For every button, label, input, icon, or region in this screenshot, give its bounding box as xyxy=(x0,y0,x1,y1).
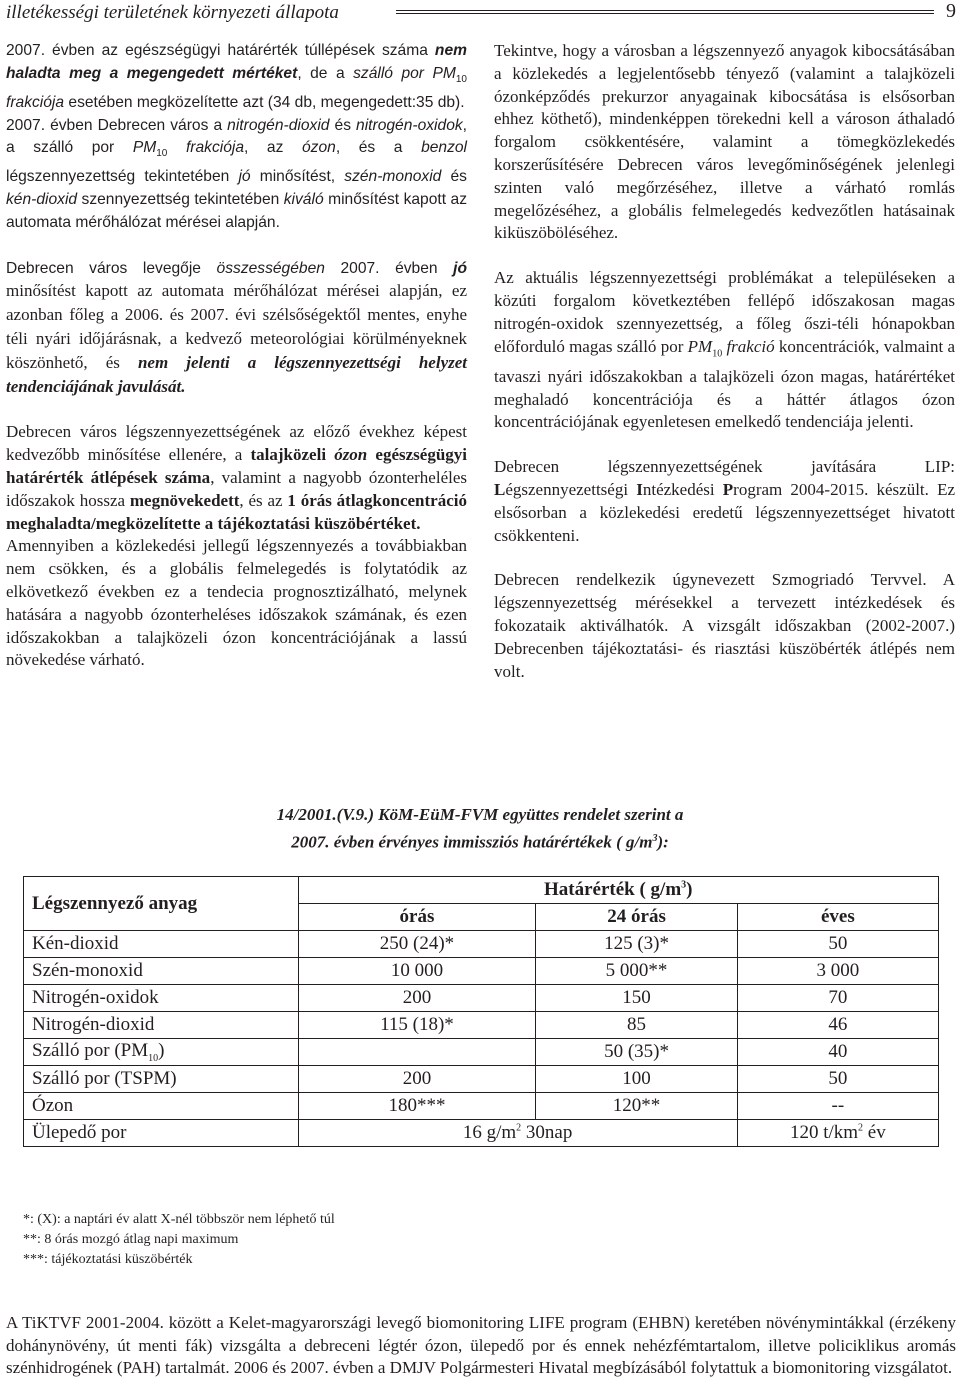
bottom-paragraph: A TiKTVF 2001-2004. között a Kelet-magyarországi levegő biomonitoring LIFE program (EHBN) keretében növénymintákkal (érzékeny dohánynövény, út menti fák) vizsgálta a debreceni légtér ózon, ülepedő por és ennek nehézfémtartalom, illetve policiklikus aromás szénhidrogének (PAH) tartalmát. 2006 és 2007. évben a DMJV Polgármesteri Hivatal megbízásából folytattuk a biomonitoring vizsgálatot. xyxy=(6,1313,956,1377)
left-column xyxy=(6,40,467,672)
left-paragraph-4: Debrecen város légszennyezettségének az előző évekhez képest kedvezőbb minősítése ellenére, a talajközeli ózon egészségügyi határérték átlépések száma, valamint a nagyobb ózonterheléles időszakok hossza megnövekedett, és az 1 órás átlagkoncentráció meghaladta/megközelítette a tájékoztatási küszöbértéket. xyxy=(6,422,467,533)
right-paragraph-3: Debrecen légszennyezettségének javítására LIP: Légszennyezettségi Intézkedési Program 2004-2015. készült. Ez elsősorban a közlekedési eredetű légszennyezettséget hivatott csökkenteni. xyxy=(494,457,956,545)
left-paragraph-5: Amennyiben a közlekedési jellegű légszennyezés a továbbiakban nem csökken, és a globális felmelegedés is folytatódik az elkövetkező években ez a tendecia prognosztizálható, melynek hatására a nagyobb ózonterheléses időszakok számának, és ezen időszakokban a talajközeli ózon koncentrációjának a lassú növekedése várható. xyxy=(6,536,467,670)
right-column xyxy=(494,40,955,683)
column-header-hourly: órás xyxy=(298,904,536,931)
footnote: **: 8 órás mozgó átlag napi maximum xyxy=(23,1232,239,1247)
limit-values-table xyxy=(23,876,939,1147)
table-row: Kén-dioxid 250 (24)* 125 (3)* 50 xyxy=(24,931,939,958)
column-header-yearly: éves xyxy=(737,904,938,931)
right-paragraph-2: Az aktuális légszennyezettségi problémákat a településeken a közúti forgalom következtében fellépő időszakosan magas nitrogén-oxidok szennyezettség, a főleg őszi-téli hónapokban előforduló magas szálló por $PM_{10}$ frakció koncentrációk, valmaint a tavaszi nyári időszakokban a talajközeli ózon magas, határértéket meghaladó koncentrációja és a háttér átlagos ózon koncentrációjának egyenletesen emelkedő tendenciája jelenti. xyxy=(494,268,956,432)
table-row: Ülepedő por 16 $g/m^2$ 30nap 120 $t/km^2$ év xyxy=(24,1120,939,1147)
limit-header: Határérték ( $g/m^3$) xyxy=(298,877,938,904)
column-header-daily: 24 órás xyxy=(536,904,737,931)
table-footnotes xyxy=(23,1210,335,1270)
table-row: Nitrogén-dioxid 115 (18)* 85 46 xyxy=(24,1012,939,1039)
footnote: ***: tájékoztatási küszöbérték xyxy=(23,1252,193,1267)
table-title: 14/2001.(V.9.) KöM-EüM-FVM együttes rendelet szerint a 2007. évben érvényes immissziós határértékek ( $g/m^3$): xyxy=(276,805,684,852)
footnote: *: (X): a naptári év alatt X-nél többször nem léphető túl xyxy=(23,1212,335,1227)
table-row: Szén-monoxid 10 000 5 000** 3 000 xyxy=(24,958,939,985)
table-row: Szálló por (TSPM) 200 100 50 xyxy=(24,1066,939,1093)
left-paragraph-1: 2007. évben az egészségügyi határérték túllépések száma nem haladta meg a megengedett mértéket, de a szálló por $PM_{10}$ frakciója esetében megközelítette azt (34 db, megengedett:35 db). xyxy=(6,42,467,111)
running-title: illetékességi területének környezeti állapota xyxy=(6,2,339,23)
page-header xyxy=(6,0,956,26)
pollutant-header: Légszennyező anyag xyxy=(24,877,299,931)
left-paragraph-3: Debrecen város levegője összességében 2007. évben jó minősítést kapott az automata mérőhálózat mérései alapján, ez azonban főleg a 2006. és 2007. évi szélsőségektől mentes, enyhe téli nyári időjárásnak, a kedvező meteorológiai körülményeknek köszönhető, és nem jelenti a légszennyezettségi helyzet tendenciájának javulását. xyxy=(6,259,468,396)
right-paragraph-4: Debrecen rendelkezik úgynevezett Szmogriadó Tervvel. A légszennyezettség mérésekkel a tervezett intézkedések és fokozataik aktiválhatók. A vizsgált időszakban (2002-2007.) Debrecenben tájékoztatási- és riasztási küszöbérték átlépés nem volt. xyxy=(494,570,955,681)
page-number: 9 xyxy=(946,0,956,22)
table-row: Szálló por $(PM_{10})$ 50 (35)* 40 xyxy=(24,1039,939,1066)
right-paragraph-1: Tekintve, hogy a városban a légszennyező anyagok kibocsátásában a közlekedés a legjelentősebb tényező (valamint a talajközeli ózonképződés prekurzor anyagainak kibocsátása is elsősorban ehhez köthető), mindenképpen törekedni kell a városon áthaladó forgalom csökkentésére, valamint a tömegközlekedés korszerűsítésére Debrecen város levegőminőségének jelenlegi szinten való megőrzéséhez, illetve a várható romlás megelőzéséhez, a globális felmelegedés kedvezőtlen hatásainak kiküszöböléséhez. xyxy=(494,41,955,243)
table-row: Ózon 180*** 120** -- xyxy=(24,1093,939,1120)
table-row: Nitrogén-oxidok 200 150 70 xyxy=(24,985,939,1012)
header-rule xyxy=(396,10,934,14)
left-paragraph-2: 2007. évben Debrecen város a nitrogén-dioxid és nitrogén-oxidok, a szálló por $PM_{10}$ frakciója, az ózon, és a benzol légszennyezettség tekintetében jó minősítést, szén-monoxid és kén-dioxid szennyezettség tekintetében kiváló minősítést kapott az automata mérőhálózat mérései alapján. xyxy=(6,116,468,231)
